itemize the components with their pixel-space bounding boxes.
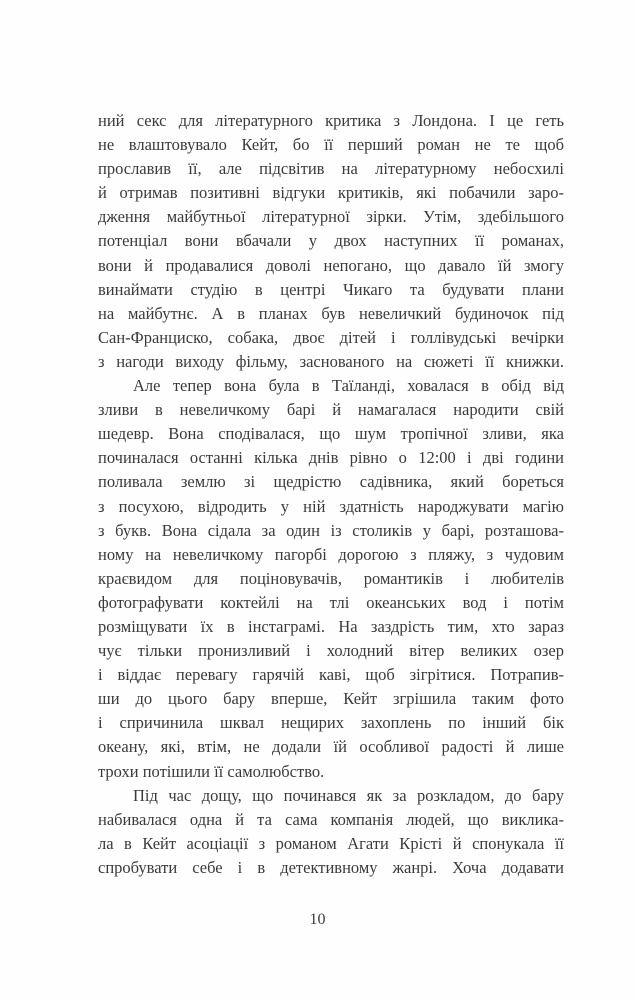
text-line: розміщувати їх в інстаграмі. На заздрість тим, хто зараз xyxy=(98,616,564,636)
text-line: шедевр. Вона сподівалася, що шум тропічної зливи, яка xyxy=(98,424,564,444)
text-line: прославив її, але підсвітив на літературному небосхилі xyxy=(98,159,564,179)
text-line: поливала землю зі щедрістю садівника, який бореться xyxy=(98,472,564,492)
text-line: зливи в невеличкому барі й намагалася народити свій xyxy=(98,400,564,420)
text-line: ний секс для літературного критика з Лондона. І це геть xyxy=(98,111,564,130)
text-line: океану, які, втім, не додали їй особливої радості й лише xyxy=(98,737,564,757)
text-line: ному на невеличкому пагорбі дорогою з пляжу, з чудовим xyxy=(98,544,564,564)
text-line: спробувати себе і в детективному жанрі. Хоча додавати xyxy=(98,857,564,877)
text-line: починалася останні кілька днів рівно о 12:00 і дві години xyxy=(98,448,564,468)
text-line: винаймати студію в центрі Чикаго та будувати плани xyxy=(98,279,564,299)
text-line: з нагоди виходу фільму, заснованого на сюжеті її книжки. xyxy=(98,351,564,371)
text-line: фотографувати коктейлі на тлі океанських вод і потім xyxy=(98,592,564,612)
text-line: з букв. Вона сідала за один із столиків у барі, розташова- xyxy=(98,520,564,540)
text-line: не влаштовувало Кейт, бо її перший роман не те щоб xyxy=(98,135,564,155)
text-line: набивалася одна й та сама компанія людей, що виклика- xyxy=(98,809,564,829)
text-line: і спричинила шквал нещирих захоплень по інший бік xyxy=(98,713,564,733)
text-line: краєвидом для поціновувачів, романтиків і любителів xyxy=(98,568,564,588)
text-line: ши до цього бару вперше, Кейт згрішила таким фото xyxy=(98,689,564,709)
text-line: на майбутнє. А в планах був невеличкий будиночок під xyxy=(98,303,564,323)
text-line: чує тільки пронизливий і холодний вітер великих озер xyxy=(98,641,564,661)
text-line: дження майбутньої літературної зірки. Утім, здебільшого xyxy=(98,207,564,227)
page-number: 10 xyxy=(309,911,326,928)
paragraph xyxy=(98,784,564,880)
text-line: з посухою, відродить у ній здатність народжувати магію xyxy=(98,496,564,516)
text-line: і віддає перевагу гарячій каві, щоб зігрітися. Потрапив- xyxy=(98,665,564,685)
text-line: вони й продавалися доволі непогано, що давало їй змогу xyxy=(98,255,564,275)
text-line: трохи потішили її самолюбство. xyxy=(98,761,325,781)
text-line: потенціал вони вбачали у двох наступних її романах, xyxy=(98,231,564,251)
text-line: Але тепер вона була в Таїланді, ховалася в обід від xyxy=(133,376,564,396)
text-line: ла в Кейт асоціації з романом Агати Крісті й спонукала її xyxy=(98,833,564,853)
text-line: Сан-Франциско, собака, двоє дітей і голлівудські вечірки xyxy=(98,327,564,347)
text-block xyxy=(98,109,564,880)
text-line: Під час дощу, що починався як за розкладом, до бару xyxy=(133,785,564,805)
paragraph xyxy=(98,374,564,784)
text-line: й отримав позитивні відгуки критиків, які побачили заро- xyxy=(98,183,564,203)
paragraph xyxy=(98,109,564,374)
